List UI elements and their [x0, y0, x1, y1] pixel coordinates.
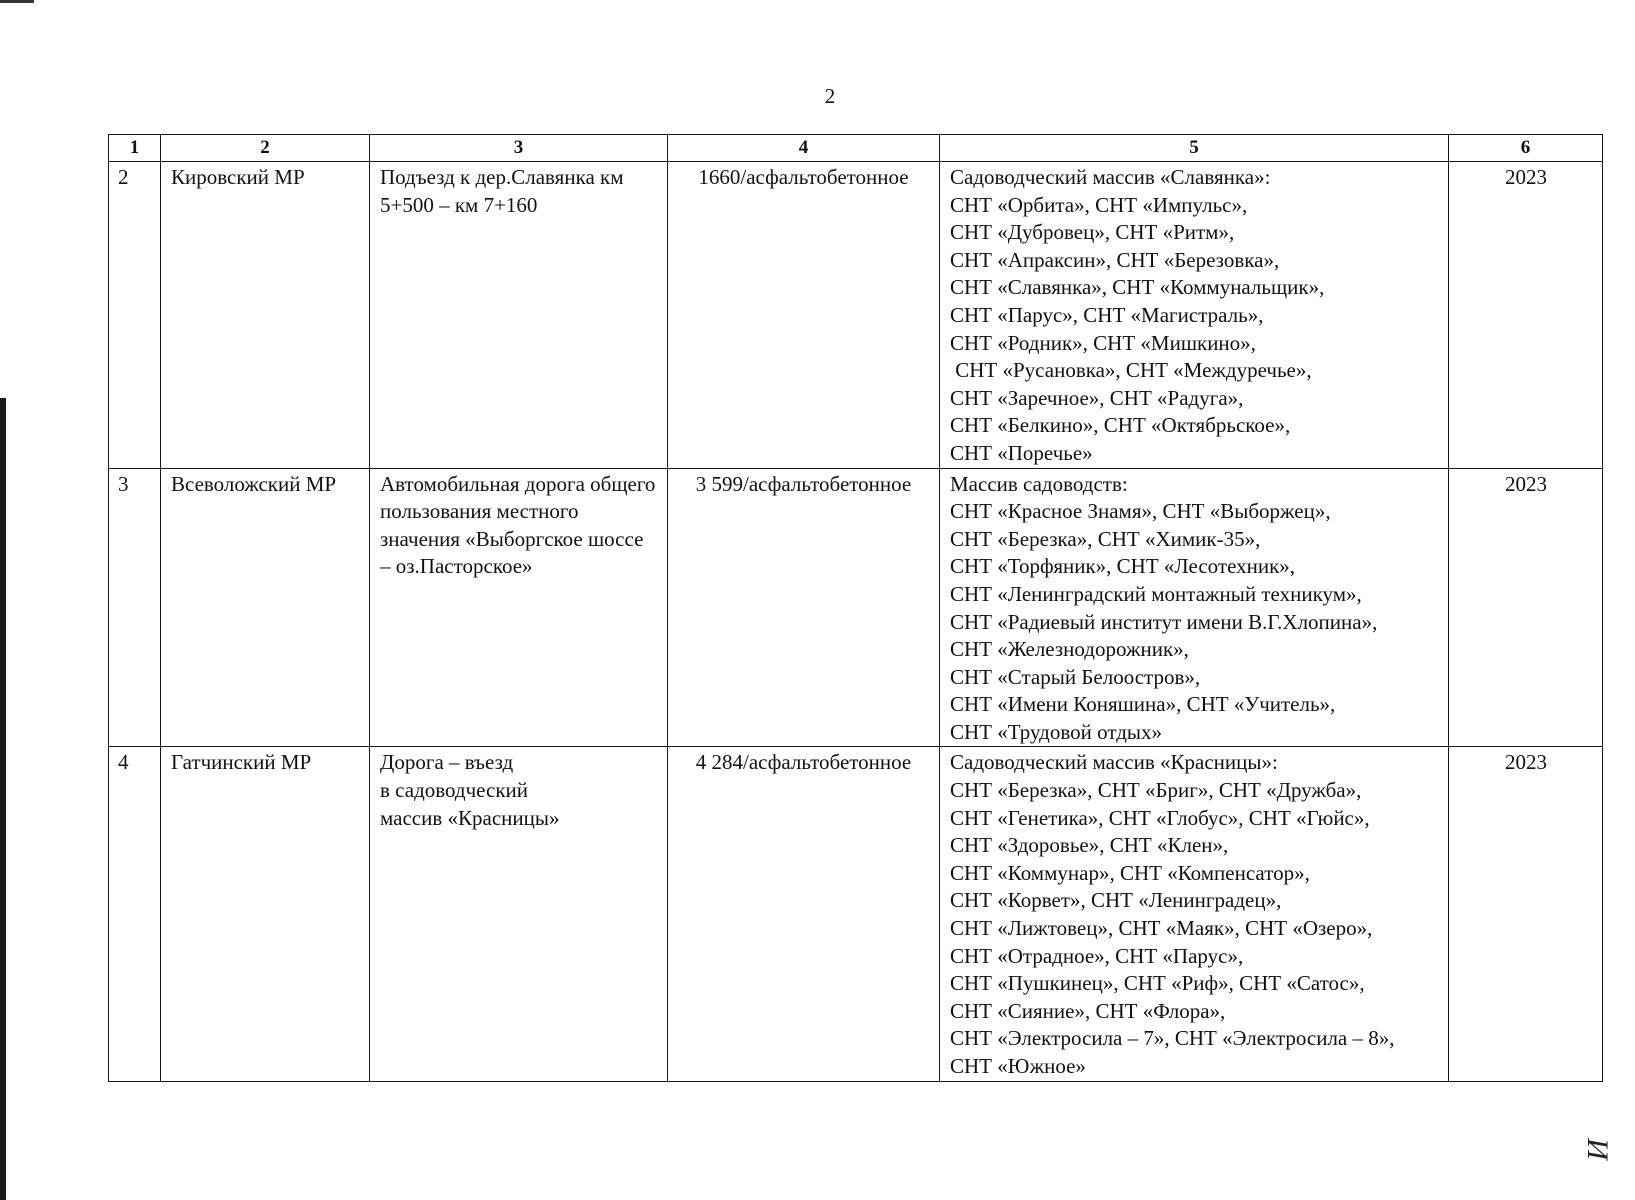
column-header: 3	[370, 135, 668, 162]
scan-edge-left	[0, 398, 6, 1200]
table-row	[109, 747, 1603, 1081]
massif-line: СНТ «Родник», СНТ «Мишкино»,	[950, 330, 1256, 355]
massif-line: СНТ «Коммунар», СНТ «Компенсатор»,	[950, 860, 1310, 885]
column-header: 4	[668, 135, 940, 162]
massif-line: СНТ «Славянка», СНТ «Коммунальщик»,	[950, 275, 1325, 300]
massif-line: СНТ «Дубровец», СНТ «Ритм»,	[950, 220, 1235, 245]
massif-line: СНТ «Отрадное», СНТ «Парус»,	[950, 943, 1244, 968]
massif-line: СНТ «Железнодорожник»,	[950, 637, 1189, 662]
massif-line: СНТ «Имени Коняшина», СНТ «Учитель»,	[950, 692, 1336, 717]
massif-cell	[940, 468, 1449, 747]
massif-line: СНТ «Торфяник», СНТ «Лесотехник»,	[950, 554, 1296, 579]
massif-line: СНТ «Березка», СНТ «Бриг», СНТ «Дружба»,	[950, 778, 1362, 803]
massif-line: СНТ «Березка», СНТ «Химик-35»,	[950, 526, 1261, 551]
massif-line: СНТ «Ленинградский монтажный техникум»,	[950, 581, 1362, 606]
massif-line: СНТ «Электросила – 7», СНТ «Электросила – 8»,	[950, 1026, 1395, 1051]
massif-line: СНТ «Трудовой отдых»	[950, 719, 1163, 744]
massif-line: СНТ «Белкино», СНТ «Октябрьское»,	[950, 413, 1291, 438]
column-header: 5	[940, 135, 1449, 162]
table-row	[109, 162, 1603, 469]
length-surface-cell: 1660/асфальтобетонное	[668, 162, 940, 469]
column-header: 1	[109, 135, 161, 162]
district-cell: Кировский МР	[161, 162, 370, 469]
massif-line: СНТ «Южное»	[950, 1054, 1086, 1078]
massif-line: СНТ «Заречное», СНТ «Радуга»,	[950, 385, 1244, 410]
length-surface-cell: 4 284/асфальтобетонное	[668, 747, 940, 1081]
row-number: 3	[109, 468, 161, 747]
massif-line: СНТ «Апраксин», СНТ «Березовка»,	[950, 247, 1280, 272]
scan-edge-top	[0, 0, 34, 3]
massif-line: СНТ «Русановка», СНТ «Междуречье»,	[950, 358, 1312, 383]
massif-cell	[940, 162, 1449, 469]
road-cell: Автомобильная дорога общего пользования местного значения «Выборгское шоссе – оз.Пасторское»	[370, 468, 668, 747]
massif-line: СНТ «Поречье»	[950, 440, 1093, 465]
massif-line: СНТ «Корвет», СНТ «Ленинградец»,	[950, 888, 1282, 913]
massif-line: СНТ «Старый Белоостров»,	[950, 664, 1201, 689]
road-cell: Дорога – въезд в садоводческий массив «Красницы»	[370, 747, 668, 1081]
margin-handwritten-note: И	[1580, 1138, 1614, 1160]
road-cell: Подъезд к дер.Славянка км 5+500 – км 7+160	[370, 162, 668, 469]
column-header: 2	[161, 135, 370, 162]
massif-line: СНТ «Радиевый институт имени В.Г.Хлопина»,	[950, 609, 1378, 634]
massif-line: СНТ «Пушкинец», СНТ «Риф», СНТ «Сатос»,	[950, 971, 1365, 996]
column-header: 6	[1449, 135, 1603, 162]
massif-line: СНТ «Лижтовец», СНТ «Маяк», СНТ «Озеро»,	[950, 916, 1373, 941]
massif-line: СНТ «Генетика», СНТ «Глобус», СНТ «Гюйс»,	[950, 805, 1370, 830]
massif-cell	[940, 747, 1449, 1081]
table-row	[109, 468, 1603, 747]
massif-line: СНТ «Парус», СНТ «Магистраль»,	[950, 302, 1264, 327]
table-header-row	[109, 135, 1603, 162]
massif-line: Массив садоводств:	[950, 471, 1128, 496]
road-table	[108, 134, 1603, 1082]
massif-line: СНТ «Орбита», СНТ «Импульс»,	[950, 192, 1248, 217]
page-number: 2	[824, 84, 836, 108]
massif-line: Садоводческий массив «Славянка»:	[950, 165, 1271, 189]
year-cell: 2023	[1449, 747, 1603, 1081]
row-number: 4	[109, 747, 161, 1081]
year-cell: 2023	[1449, 162, 1603, 469]
length-surface-cell: 3 599/асфальтобетонное	[668, 468, 940, 747]
district-cell: Всеволожский МР	[161, 468, 370, 747]
massif-line: СНТ «Здоровье», СНТ «Клен»,	[950, 833, 1229, 858]
massif-line: СНТ «Красное Знамя», СНТ «Выборжец»,	[950, 499, 1331, 524]
district-cell: Гатчинский МР	[161, 747, 370, 1081]
massif-line: СНТ «Сияние», СНТ «Флора»,	[950, 998, 1226, 1023]
year-cell: 2023	[1449, 468, 1603, 747]
row-number: 2	[109, 162, 161, 469]
massif-line: Садоводческий массив «Красницы»:	[950, 750, 1278, 775]
